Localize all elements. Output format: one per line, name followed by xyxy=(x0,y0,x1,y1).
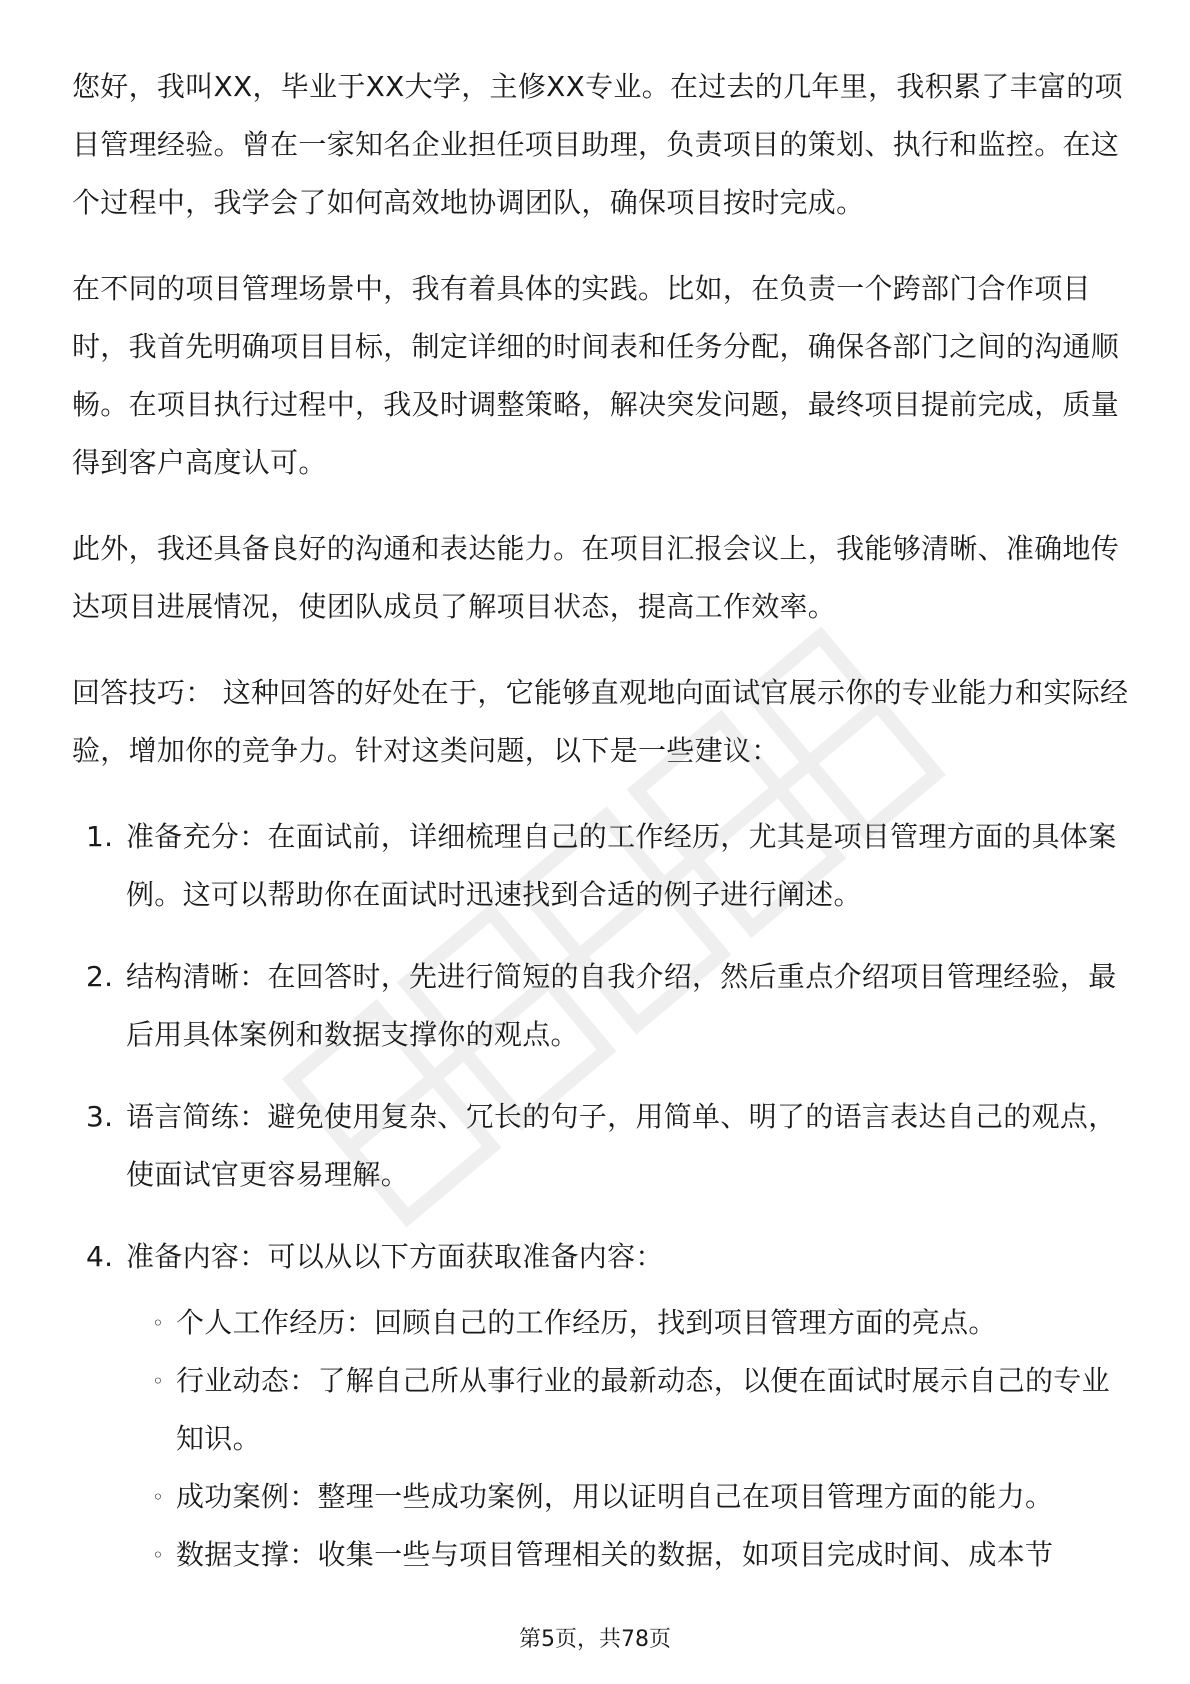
document-body xyxy=(72,58,1132,1608)
paragraph-communication: 此外，我还具备良好的沟通和表达能力。在项目汇报会议上，我能够清晰、准确地传达项目进展情况，使团队成员了解项目状态，提高工作效率。 xyxy=(72,532,1120,623)
paragraph-intro: 您好，我叫XX，毕业于XX大学，主修XX专业。在过去的几年里，我积累了丰富的项目管理经验。曾在一家知名企业担任项目助理，负责项目的策划、执行和监控。在这个过程中，我学会了如何高效地协调团队，确保项目按时完成。 xyxy=(72,70,1123,219)
list-number: 2. xyxy=(86,960,114,993)
list-item xyxy=(72,948,1132,1064)
list-item-text: 准备充分：在面试前，详细梳理自己的工作经历，尤其是项目管理方面的具体案例。这可以帮助你在面试时迅速找到合适的例子进行阐述。 xyxy=(126,820,1117,911)
page-number-footer: 第5页，共78页 xyxy=(519,1627,671,1652)
list-item xyxy=(72,1228,1132,1584)
bullet-icon: ◦ xyxy=(152,1543,165,1567)
paragraph-tips: 回答技巧： 这种回答的好处在于，它能够直观地向面试官展示你的专业能力和实际经验，增加你的竞争力。针对这类问题，以下是一些建议： xyxy=(72,676,1129,767)
bullet-icon: ◦ xyxy=(152,1311,165,1335)
bullet-text: 行业动态：了解自己所从事行业的最新动态，以便在面试时展示自己的专业知识。 xyxy=(176,1364,1110,1455)
numbered-list xyxy=(72,808,1132,1584)
bullet-text: 成功案例：整理一些成功案例，用以证明自己在项目管理方面的能力。 xyxy=(176,1480,1054,1513)
list-item-text: 准备内容：可以从以下方面获取准备内容： xyxy=(126,1240,664,1273)
bullet-item xyxy=(72,1294,1132,1352)
bullet-item xyxy=(72,1352,1132,1468)
list-number: 4. xyxy=(86,1240,114,1273)
bullet-text: 个人工作经历：回顾自己的工作经历，找到项目管理方面的亮点。 xyxy=(176,1306,997,1339)
list-item-text: 语言简练：避免使用复杂、冗长的句子，用简单、明了的语言表达自己的观点，使面试官更容易理解。 xyxy=(126,1100,1117,1191)
bullet-text: 数据支撑：收集一些与项目管理相关的数据，如项目完成时间、成本节 xyxy=(176,1538,1054,1571)
list-number: 1. xyxy=(86,820,114,853)
list-item-text: 结构清晰：在回答时，先进行简短的自我介绍，然后重点介绍项目管理经验，最后用具体案例和数据支撑你的观点。 xyxy=(126,960,1117,1051)
list-item xyxy=(72,808,1132,924)
bullet-list xyxy=(126,1294,1132,1584)
bullet-icon: ◦ xyxy=(152,1369,165,1393)
paragraph-practice: 在不同的项目管理场景中，我有着具体的实践。比如，在负责一个跨部门合作项目时，我首先明确项目目标，制定详细的时间表和任务分配，确保各部门之间的沟通顺畅。在项目执行过程中，我及时调整策略，解决突发问题，最终项目提前完成，质量得到客户高度认可。 xyxy=(72,272,1120,479)
bullet-item xyxy=(72,1526,1132,1584)
list-item xyxy=(72,1088,1132,1204)
list-number: 3. xyxy=(86,1100,114,1133)
bullet-item xyxy=(72,1468,1132,1526)
bullet-icon: ◦ xyxy=(152,1485,165,1509)
